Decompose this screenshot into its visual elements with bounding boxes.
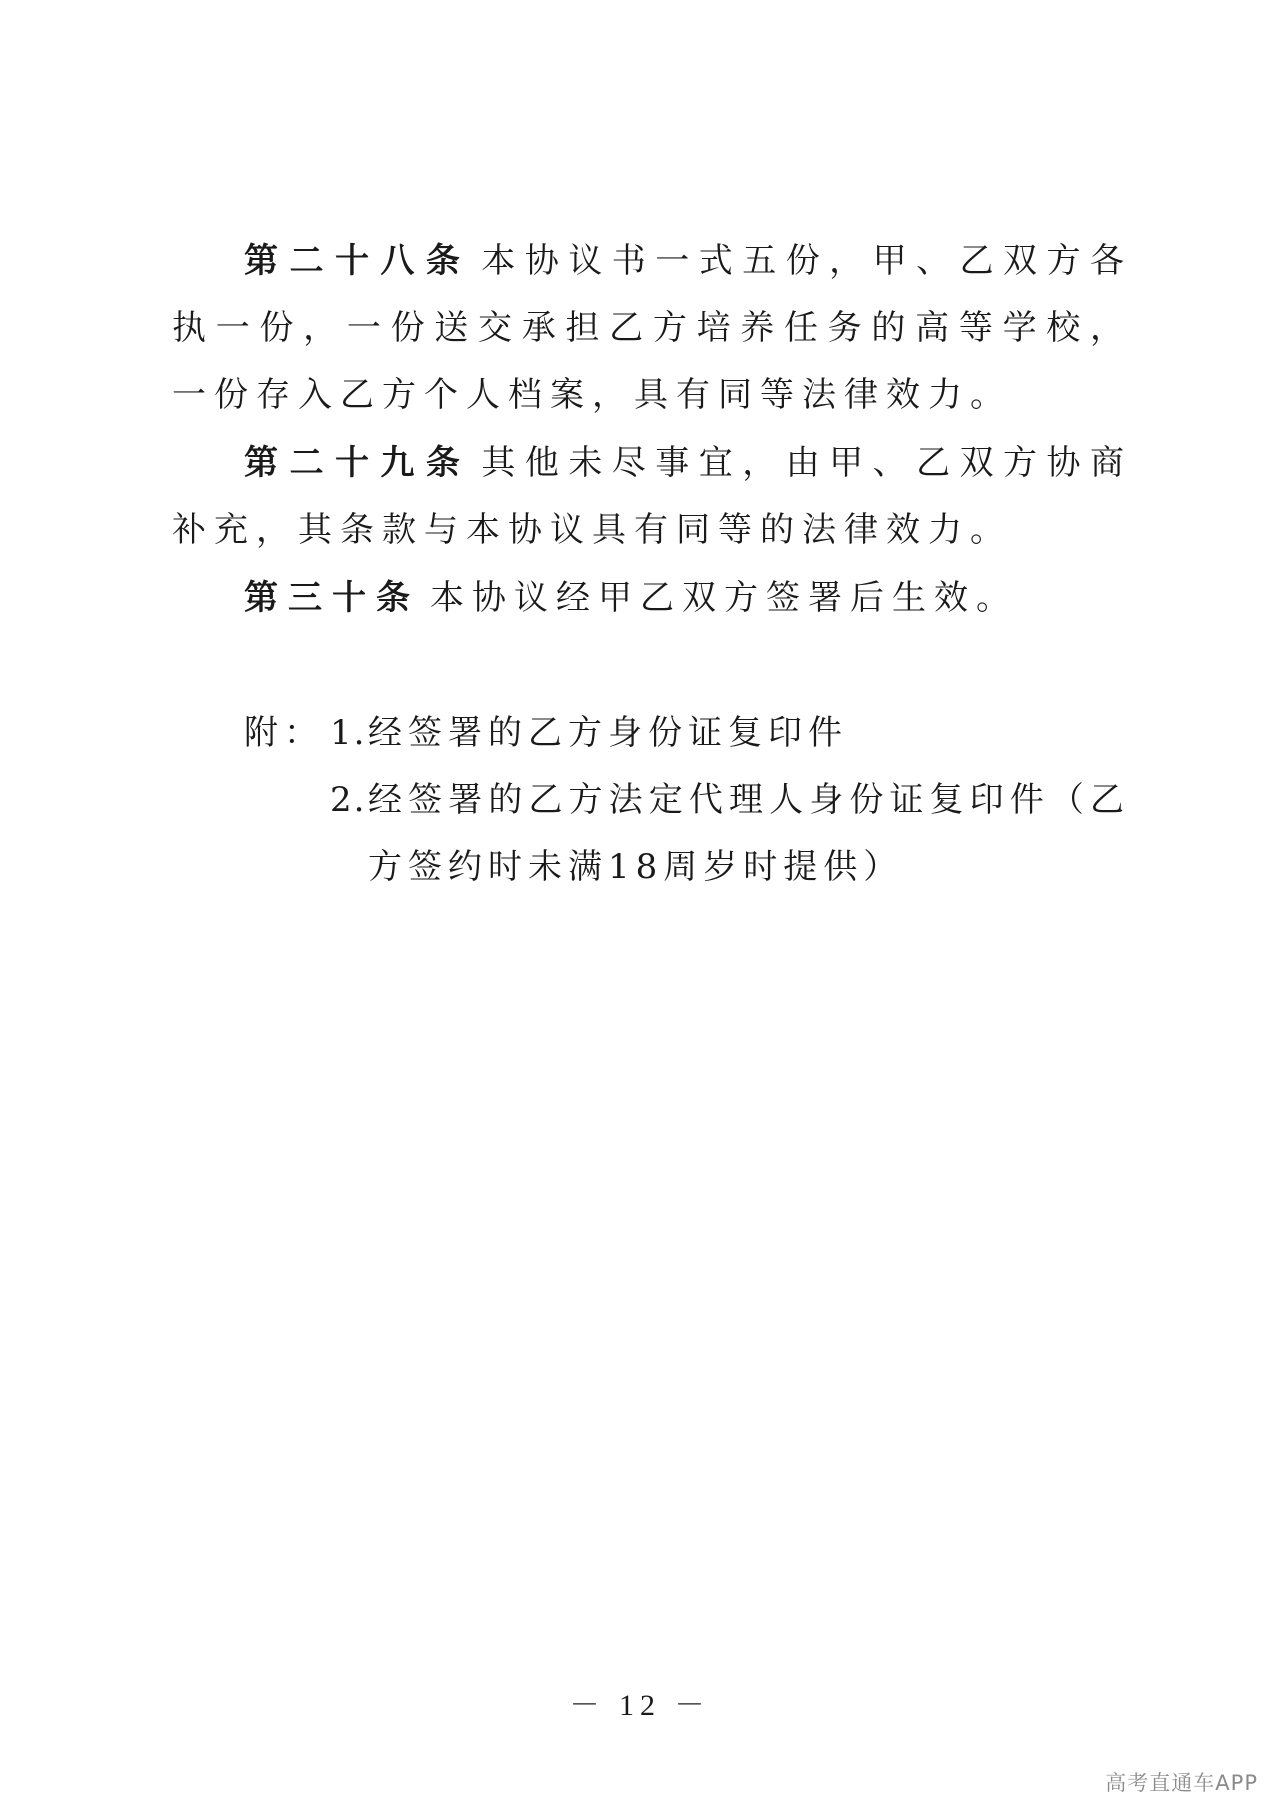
page-number: － 12 － — [569, 1689, 711, 1722]
list-item — [330, 767, 1130, 901]
attachment-number: 1. — [330, 713, 367, 753]
article-text: 其他未尽事宜，由甲、乙双方协商补充，其条款与本协议具有同等的法律效力。 — [172, 443, 1133, 550]
article-28 — [172, 228, 1132, 429]
attachments-list — [330, 700, 1130, 901]
article-label: 第三十条 — [244, 578, 420, 618]
article-text: 本协议书一式五份，甲、乙双方各执一份，一份送交承担乙方培养任务的高等学校，一份存入乙方个人档案，具有同等法律效力。 — [172, 241, 1133, 415]
article-label: 第二十八条 — [244, 241, 472, 281]
article-29 — [172, 430, 1132, 564]
attachment-text: 经签署的乙方身份证复印件 — [368, 713, 848, 753]
article-30 — [172, 565, 1132, 632]
attachment-text: 经签署的乙方法定代理人身份证复印件（乙方签约时未满18周岁时提供） — [368, 780, 1130, 887]
watermark: 高考直通车APP — [1105, 1771, 1258, 1795]
attachments-prefix: 附： — [244, 713, 324, 753]
list-item — [330, 700, 1130, 767]
article-label: 第二十九条 — [244, 443, 472, 483]
attachment-number: 2. — [330, 780, 367, 820]
article-text: 本协议经甲乙双方签署后生效。 — [430, 578, 1018, 618]
